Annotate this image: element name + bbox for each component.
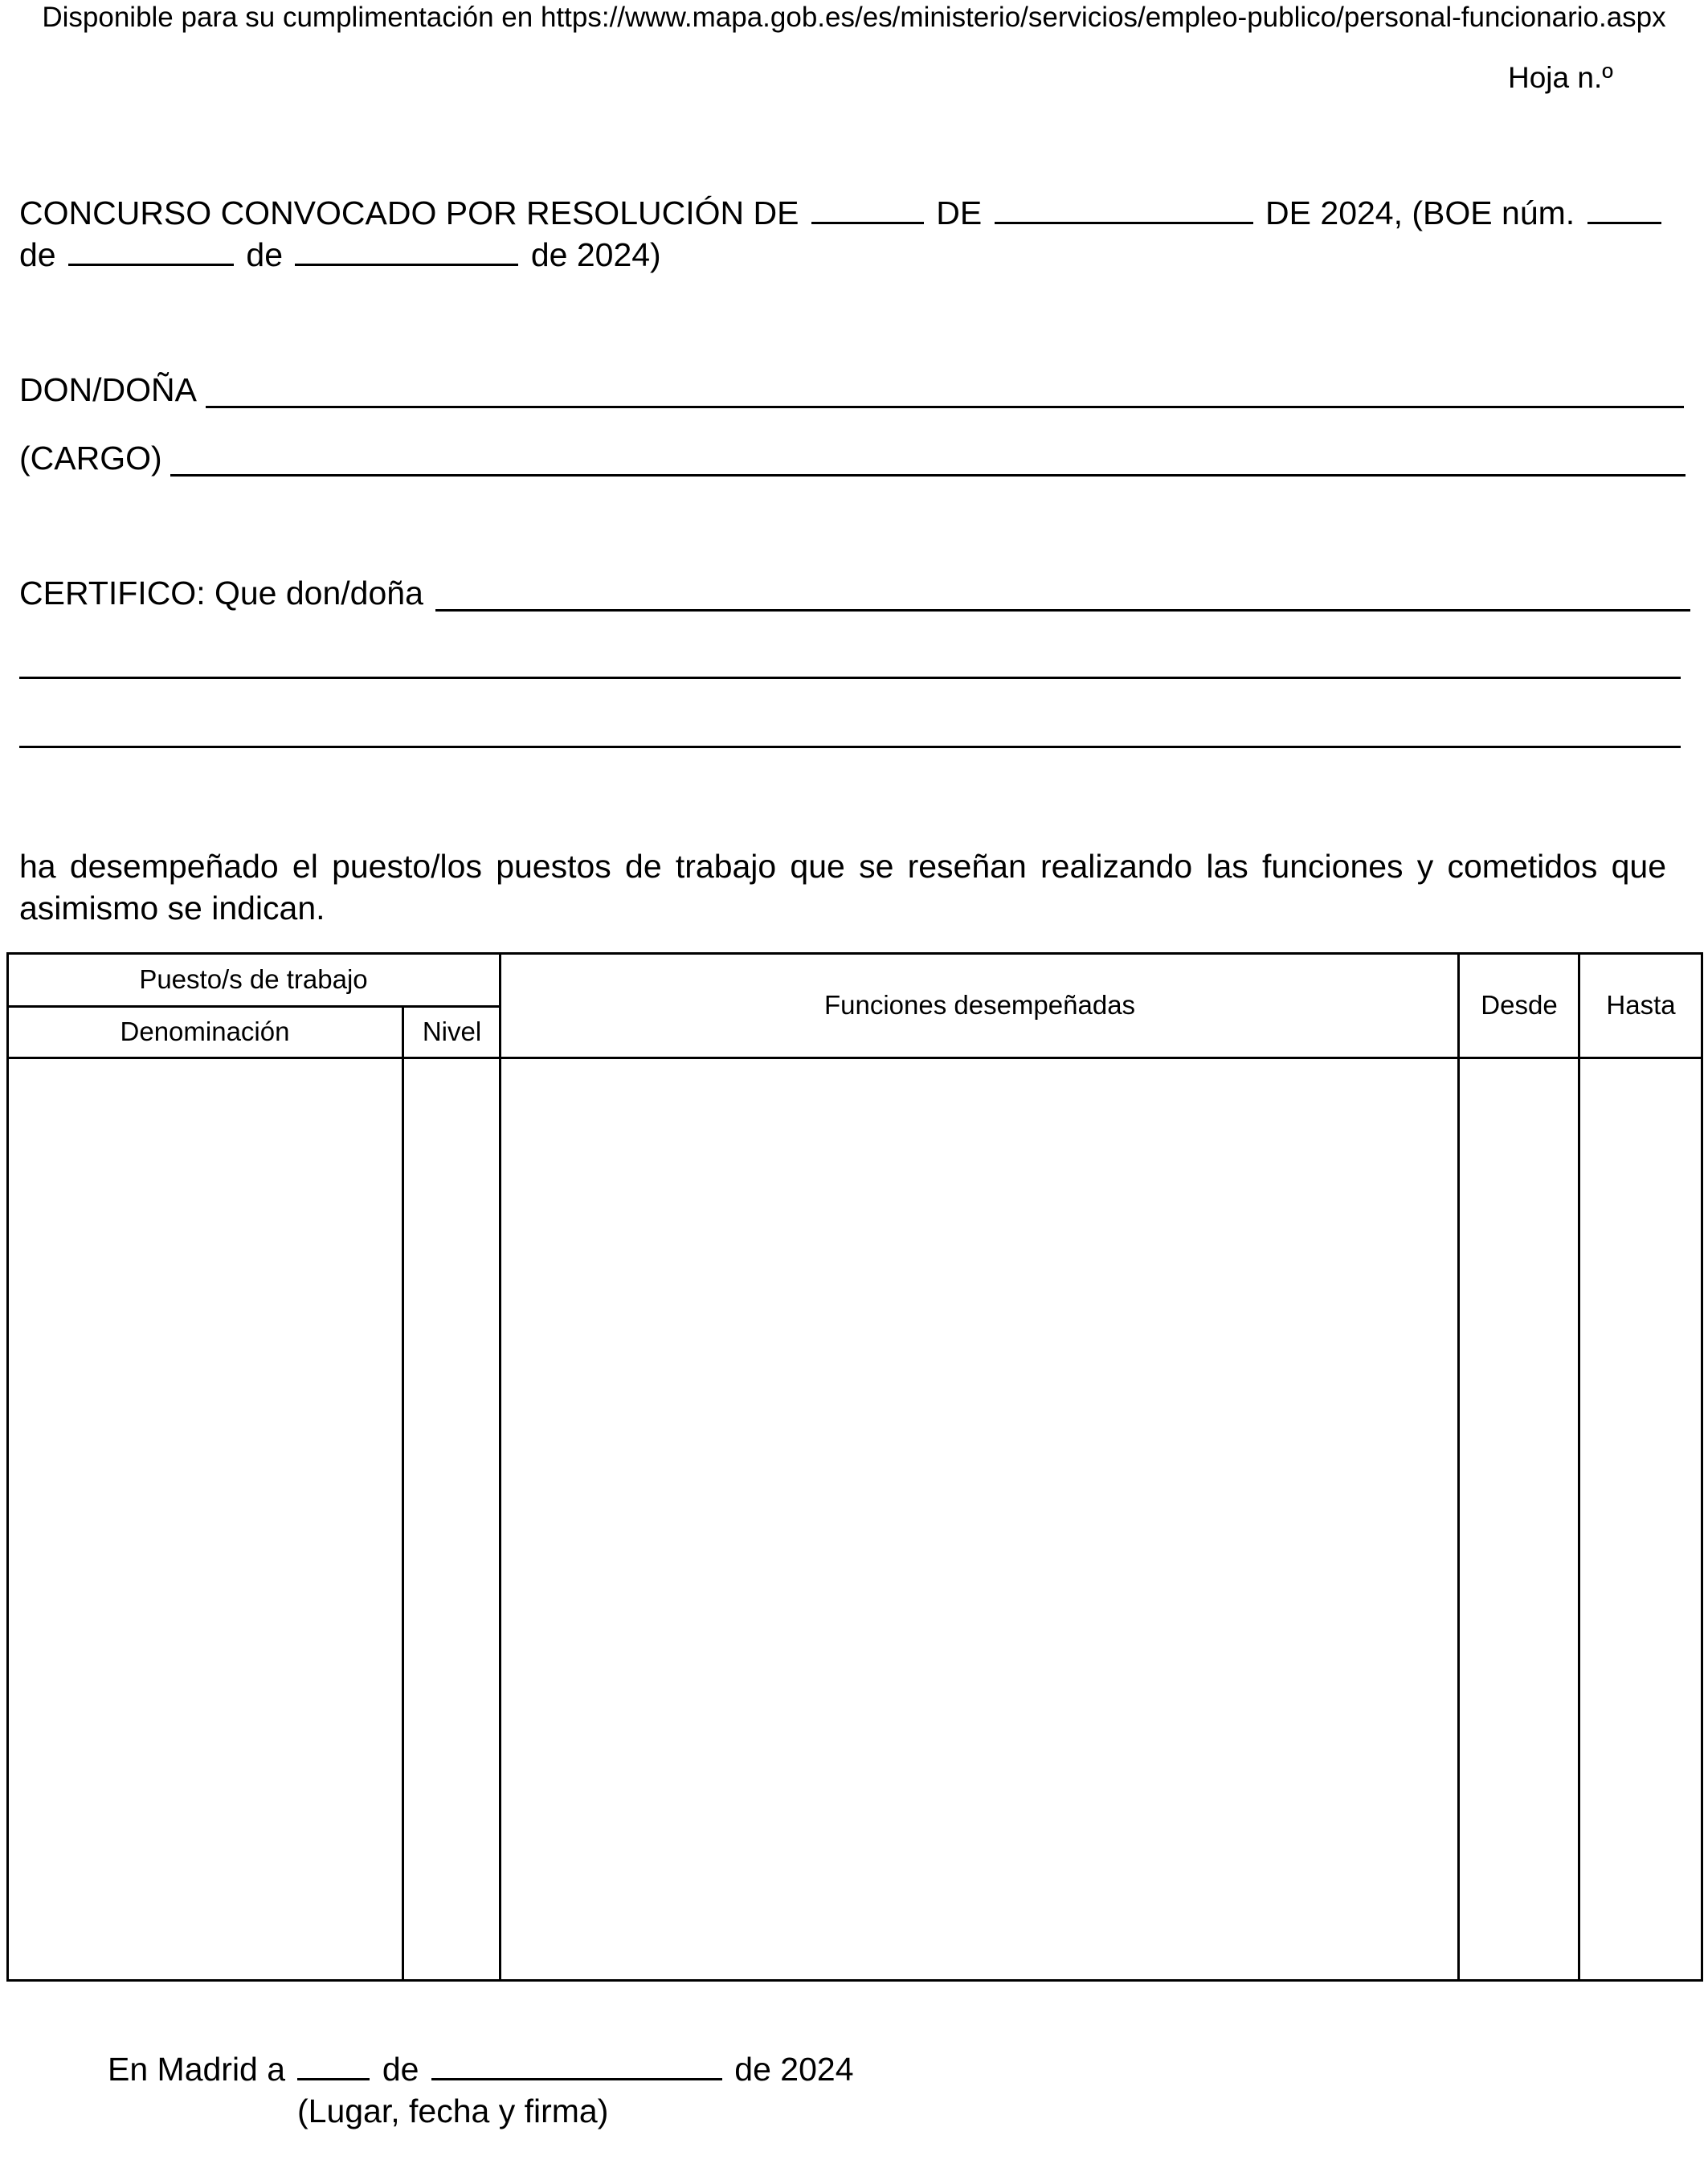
table-border-right [1701, 952, 1703, 1982]
footer-de: de [382, 2051, 419, 2088]
cargo-field[interactable] [170, 474, 1686, 477]
certifico-name-field[interactable] [435, 609, 1690, 612]
col-header-funciones: Funciones desempeñadas [823, 990, 1136, 1020]
resolution-month-field[interactable] [995, 197, 1253, 224]
availability-note: Disponible para su cumplimentación en https://www.mapa.gob.es/es/ministerio/servicios/empleo-publico/personal-funcionario.aspx [42, 2, 1666, 33]
sign-month-field[interactable] [431, 2053, 722, 2080]
cell-desde[interactable] [1460, 1059, 1578, 1979]
col-header-hasta: Hasta [1606, 990, 1676, 1020]
certifico-extra-line-2[interactable] [19, 746, 1681, 748]
signature-line [108, 2051, 854, 2088]
certifico-extra-line-1[interactable] [19, 677, 1681, 679]
table-border-bottom [6, 1979, 1703, 1982]
concurso-text-3: DE 2024, (BOE núm. [1265, 194, 1575, 231]
footer-year: de 2024 [734, 2051, 854, 2088]
concurso-text-1: CONCURSO CONVOCADO POR RESOLUCIÓN DE [19, 194, 799, 231]
concurso-de-1: de [19, 236, 56, 273]
cell-nivel[interactable] [404, 1059, 499, 1979]
boe-day-field[interactable] [68, 239, 234, 266]
col-header-desde: Desde [1481, 990, 1558, 1020]
cell-denominacion[interactable] [9, 1059, 402, 1979]
concurso-year-end: de 2024) [530, 236, 661, 273]
statement-paragraph: ha desempeñado el puesto/los puestos de trabajo que se reseñan realizando las funciones y cometidos que asimismo se indican. [19, 848, 1666, 927]
place-prefix: En Madrid a [108, 2051, 286, 2088]
cargo-label: (CARGO) [19, 440, 162, 477]
sheet-number-label: Hoja n.º [1508, 61, 1613, 94]
cell-hasta[interactable] [1580, 1059, 1701, 1979]
concurso-text-2: DE [936, 194, 983, 231]
concurso-line-1 [19, 194, 1665, 232]
table-group-divider [6, 1005, 501, 1008]
don-dona-label: DON/DOÑA [19, 371, 197, 408]
concurso-de-2: de [246, 236, 284, 273]
col-header-nivel: Nivel [422, 1017, 482, 1046]
signature-caption: (Lugar, fecha y firma) [297, 2092, 609, 2129]
cell-funciones[interactable] [501, 1059, 1457, 1979]
table-border-top [6, 952, 1703, 955]
certifico-label: CERTIFICO: Que don/doña [19, 575, 423, 612]
group-header-puestos: Puesto/s de trabajo [139, 964, 368, 994]
resolution-day-field[interactable] [811, 197, 924, 224]
boe-month-field[interactable] [295, 239, 518, 266]
concurso-line-2 [19, 236, 661, 274]
boe-number-field[interactable] [1587, 197, 1661, 224]
sign-day-field[interactable] [297, 2053, 370, 2080]
col-header-denominacion: Denominación [120, 1017, 290, 1046]
don-dona-field[interactable] [206, 406, 1684, 408]
